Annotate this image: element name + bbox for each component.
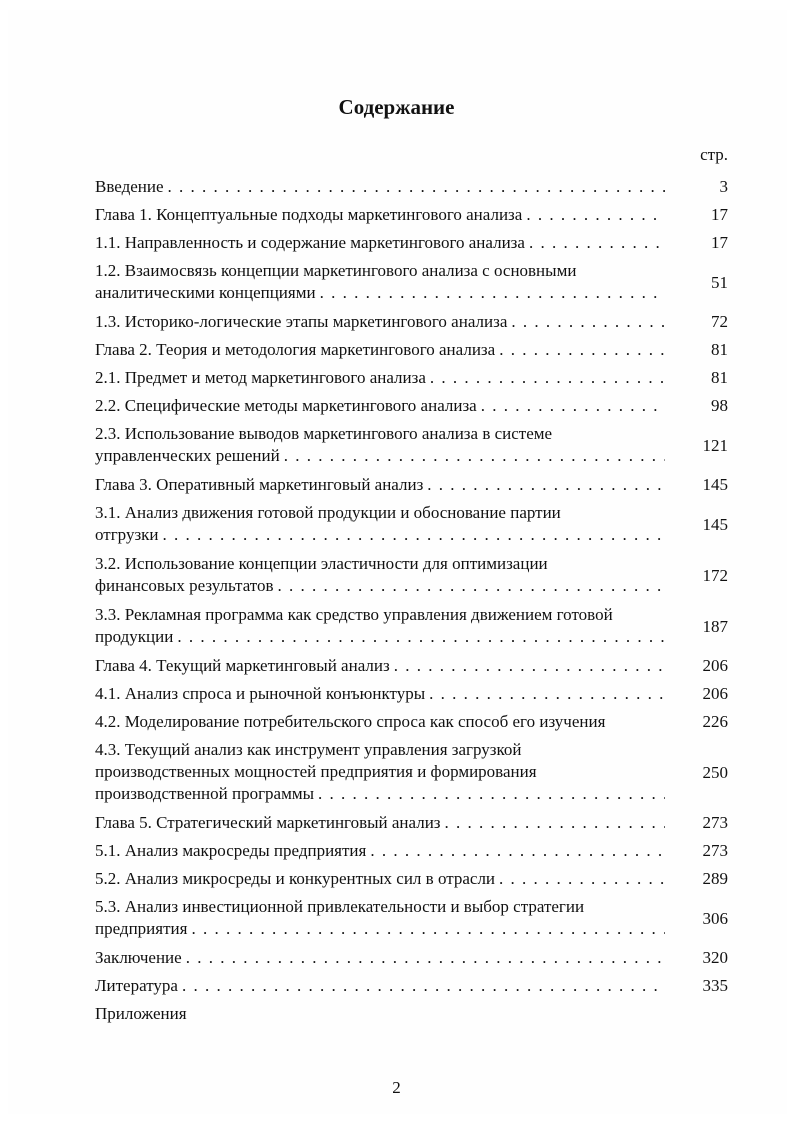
toc-entry [95, 893, 728, 944]
toc-entry-text: Глава 5. Стратегический маркетинговый анализ [95, 813, 441, 832]
toc-entry-text: производственной программы [95, 784, 315, 803]
toc-entry-text: продукции [95, 627, 174, 646]
dot-leader [430, 367, 665, 389]
toc-entry [95, 257, 728, 308]
toc-entry [95, 499, 728, 550]
toc-entry-text: 4.3. Текущий анализ как инструмент управления загрузкой [95, 740, 522, 759]
toc-entry [95, 601, 728, 652]
toc-page-number: 206 [702, 684, 728, 703]
toc-entry-text: Литература [95, 976, 178, 995]
toc-entry-text: Приложения [95, 1004, 187, 1023]
dot-leader [445, 812, 665, 834]
toc-entry [95, 308, 728, 336]
dot-leader [186, 947, 665, 969]
dot-leader [429, 683, 665, 705]
toc-entry-text: Заключение [95, 948, 182, 967]
toc-entry-text: 5.1. Анализ макросреды предприятия [95, 841, 367, 860]
dot-leader [526, 204, 665, 226]
toc-entry-text: производственных мощностей предприятия и формирования [95, 762, 537, 781]
toc-page-number: 72 [711, 312, 728, 331]
toc-page-number: 306 [702, 908, 728, 928]
toc-page-number: 17 [711, 233, 728, 252]
toc-entry [95, 1000, 728, 1028]
toc-entry [95, 173, 728, 201]
toc-page-number: 121 [702, 435, 728, 455]
toc-page-number: 273 [702, 813, 728, 832]
toc-entry [95, 364, 728, 392]
toc-entry [95, 680, 728, 708]
toc-entry-text: Глава 3. Оперативный маркетинговый анализ [95, 475, 424, 494]
toc-entry-text: 5.2. Анализ микросреды и конкурентных сил в отрасли [95, 869, 496, 888]
toc-entry [95, 471, 728, 499]
toc-page-number: 289 [702, 869, 728, 888]
toc-page-number: 273 [702, 841, 728, 860]
dot-leader [394, 655, 665, 677]
toc-page-number: 320 [702, 948, 728, 967]
dot-leader [168, 176, 665, 198]
toc-page-number: 51 [711, 272, 728, 292]
toc-entry-text: 2.3. Использование выводов маркетингового анализа в системе [95, 424, 553, 443]
toc-entry-text: 2.1. Предмет и метод маркетингового анализа [95, 368, 426, 387]
dot-leader [499, 868, 665, 890]
dot-leader [499, 339, 665, 361]
toc-entry-text: Глава 1. Концептуальные подходы маркетингового анализа [95, 205, 523, 224]
dot-leader [278, 575, 665, 597]
toc-entry-text: 1.3. Историко-логические этапы маркетингового анализа [95, 312, 508, 331]
toc-entry [95, 837, 728, 865]
toc-entry [95, 809, 728, 837]
toc-entry [95, 550, 728, 601]
toc-entry [95, 865, 728, 893]
toc-entry-text: 4.1. Анализ спроса и рыночной конъюнктуры [95, 684, 426, 703]
dot-leader [529, 232, 665, 254]
dot-leader [370, 840, 665, 862]
toc-entry-text: 3.1. Анализ движения готовой продукции и обоснование партии [95, 503, 561, 522]
toc-entry-text: отгрузки [95, 525, 159, 544]
toc-entry-text: 4.2. Моделирование потребительского спроса как способ его изучения [95, 712, 606, 731]
dot-leader [182, 975, 665, 997]
table-of-contents [95, 173, 728, 1028]
toc-page-number: 3 [719, 177, 728, 196]
toc-entry-text: 3.3. Рекламная программа как средство управления движением готовой [95, 605, 613, 624]
toc-entry [95, 972, 728, 1000]
toc-page-number: 226 [702, 712, 728, 731]
toc-entry [95, 420, 728, 471]
toc-entry [95, 336, 728, 364]
toc-entry-text: 1.1. Направленность и содержание маркетингового анализа [95, 233, 525, 252]
toc-entry [95, 392, 728, 420]
toc-entry [95, 652, 728, 680]
page-title: Содержание [338, 95, 455, 119]
toc-page-number: 81 [711, 340, 728, 359]
dot-leader [481, 395, 665, 417]
toc-entry-text: Введение [95, 177, 164, 196]
dot-leader [320, 282, 665, 304]
dot-leader [191, 918, 665, 940]
dot-leader [284, 445, 665, 467]
toc-page-number: 206 [702, 656, 728, 675]
toc-page-number: 98 [711, 396, 728, 415]
toc-page-number: 17 [711, 205, 728, 224]
toc-entry [95, 201, 728, 229]
toc-page-number: 172 [702, 565, 728, 585]
toc-page-number: 145 [702, 475, 728, 494]
dot-leader [427, 474, 665, 496]
toc-entry-text: аналитическими концепциями [95, 283, 316, 302]
toc-page-number: 335 [702, 976, 728, 995]
toc-entry-text: 3.2. Использование концепции эластичности для оптимизации [95, 554, 548, 573]
dot-leader [511, 311, 665, 333]
toc-entry-text: финансовых результатов [95, 576, 274, 595]
dot-leader [177, 626, 665, 648]
toc-entry-text: управленческих решений [95, 446, 280, 465]
toc-entry [95, 229, 728, 257]
dot-leader [318, 783, 665, 805]
toc-entry-text: Глава 2. Теория и методология маркетингового анализа [95, 340, 496, 359]
toc-entry-text: Глава 4. Текущий маркетинговый анализ [95, 656, 390, 675]
toc-page-number: 81 [711, 368, 728, 387]
toc-entry-text: 2.2. Специфические методы маркетингового анализа [95, 396, 477, 415]
toc-page-number: 145 [702, 514, 728, 534]
toc-entry-text: 1.2. Взаимосвязь концепции маркетингового анализа с основными [95, 261, 577, 280]
page-column-label: стр. [700, 145, 728, 164]
toc-entry [95, 708, 728, 736]
toc-entry [95, 736, 728, 809]
dot-leader [163, 524, 665, 546]
toc-page-number: 187 [702, 616, 728, 636]
toc-entry-text: предприятия [95, 919, 188, 938]
toc-page-number: 250 [702, 762, 728, 782]
toc-entry [95, 944, 728, 972]
toc-entry-text: 5.3. Анализ инвестиционной привлекательности и выбор стратегии [95, 897, 585, 916]
page-number: 2 [392, 1078, 401, 1097]
